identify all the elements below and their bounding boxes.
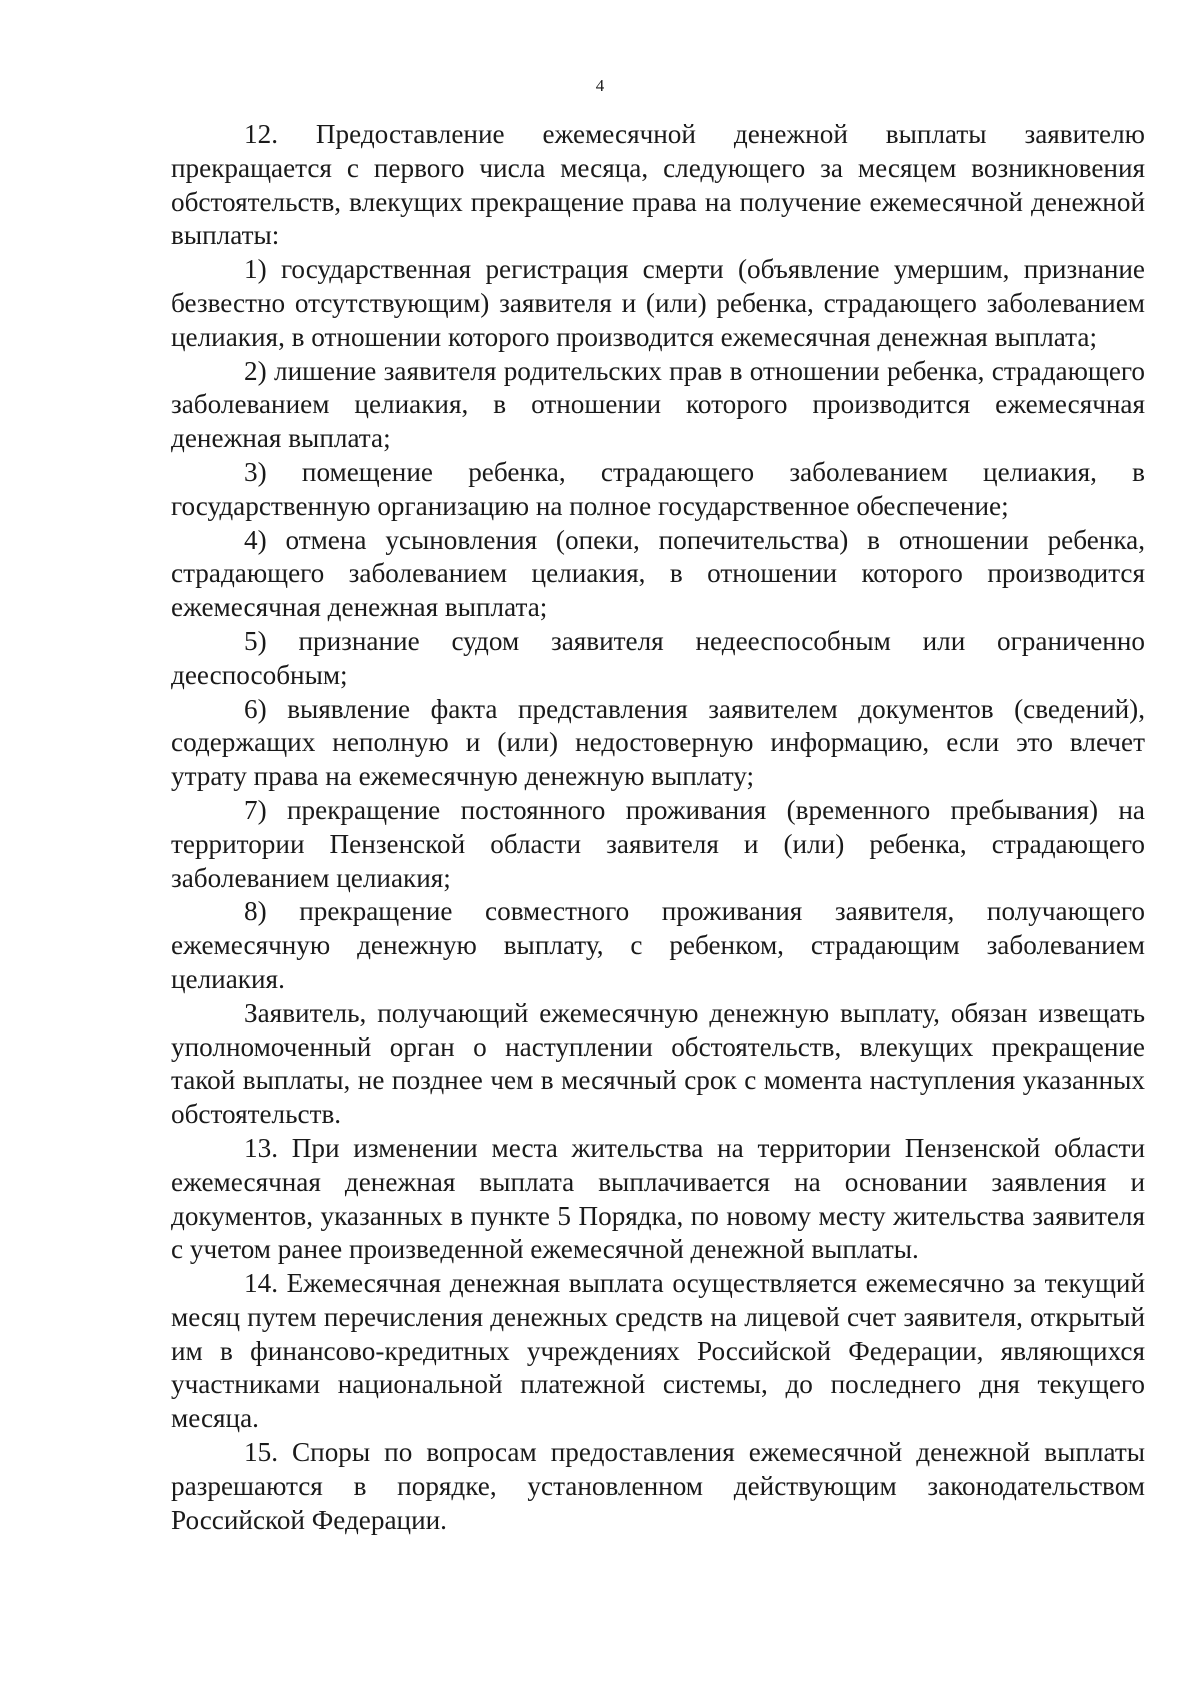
list-item-8: 8) прекращение совместного проживания заявителя, получающего ежемесячную денежную выплату, с ребенком, страдающим заболеванием целиакия. [171, 896, 1145, 994]
list-item-5: 5) признание судом заявителя недееспособным или ограниченно дееспособным; [171, 625, 1145, 690]
notification-paragraph: Заявитель, получающий ежемесячную денежную выплату, обязан извещать уполномоченный орган о наступлении обстоятельств, влекущих прекращение такой выплаты, не позднее чем в месячный срок с момента наступления указанных обстоятельств. [171, 997, 1145, 1130]
list-item-3: 3) помещение ребенка, страдающего заболеванием целиакия, в государственную организацию на полное государственное обеспечение; [171, 456, 1145, 521]
paragraph-15: 15. Споры по вопросам предоставления ежемесячной денежной выплаты разрешаются в порядке, установленном действующим законодательством Российской Федерации. [171, 1437, 1145, 1535]
list-item-2: 2) лишение заявителя родительских прав в отношении ребенка, страдающего заболеванием целиакия, в отношении которого производится ежемесячная денежная выплата; [171, 355, 1145, 454]
paragraph-13: 13. При изменении места жительства на территории Пензенской области ежемесячная денежная выплата выплачивается на основании заявления и документов, указанных в пункте 5 Порядка, по новому месту жительства заявителя с учетом ранее произведенной ежемесячной денежной выплаты. [171, 1132, 1145, 1265]
list-item-4: 4) отмена усыновления (опеки, попечительства) в отношении ребенка, страдающего заболеванием целиакия, в отношении которого производится ежемесячная денежная выплата; [171, 524, 1145, 623]
paragraph-14: 14. Ежемесячная денежная выплата осуществляется ежемесячно за текущий месяц путем перечисления денежных средств на лицевой счет заявителя, открытый им в финансово-кредитных учреждениях Российской Федерации, являющихся участниками национальной платежной системы, до последнего дня текущего месяца. [171, 1268, 1145, 1434]
list-item-7: 7) прекращение постоянного проживания (временного пребывания) на территории Пензенской области заявителя и (или) ребенка, страдающего заболеванием целиакия; [171, 794, 1145, 893]
page-number: 4 [595, 76, 605, 95]
document-body [171, 118, 1145, 1537]
list-item-1: 1) государственная регистрация смерти (объявление умершим, признание безвестно отсутствующим) заявителя и (или) ребенка, страдающего заболеванием целиакия, в отношении которого производится ежемесячная денежная выплата; [171, 254, 1145, 352]
list-item-6: 6) выявление факта представления заявителем документов (сведений), содержащих неполную и (или) недостоверную информацию, если это влечет утрату права на ежемесячную денежную выплату; [171, 693, 1145, 792]
paragraph-12: 12. Предоставление ежемесячной денежной выплаты заявителю прекращается с первого числа месяца, следующего за месяцем возникновения обстоятельств, влекущих прекращение права на получение ежемесячной денежной выплаты: [171, 119, 1145, 251]
